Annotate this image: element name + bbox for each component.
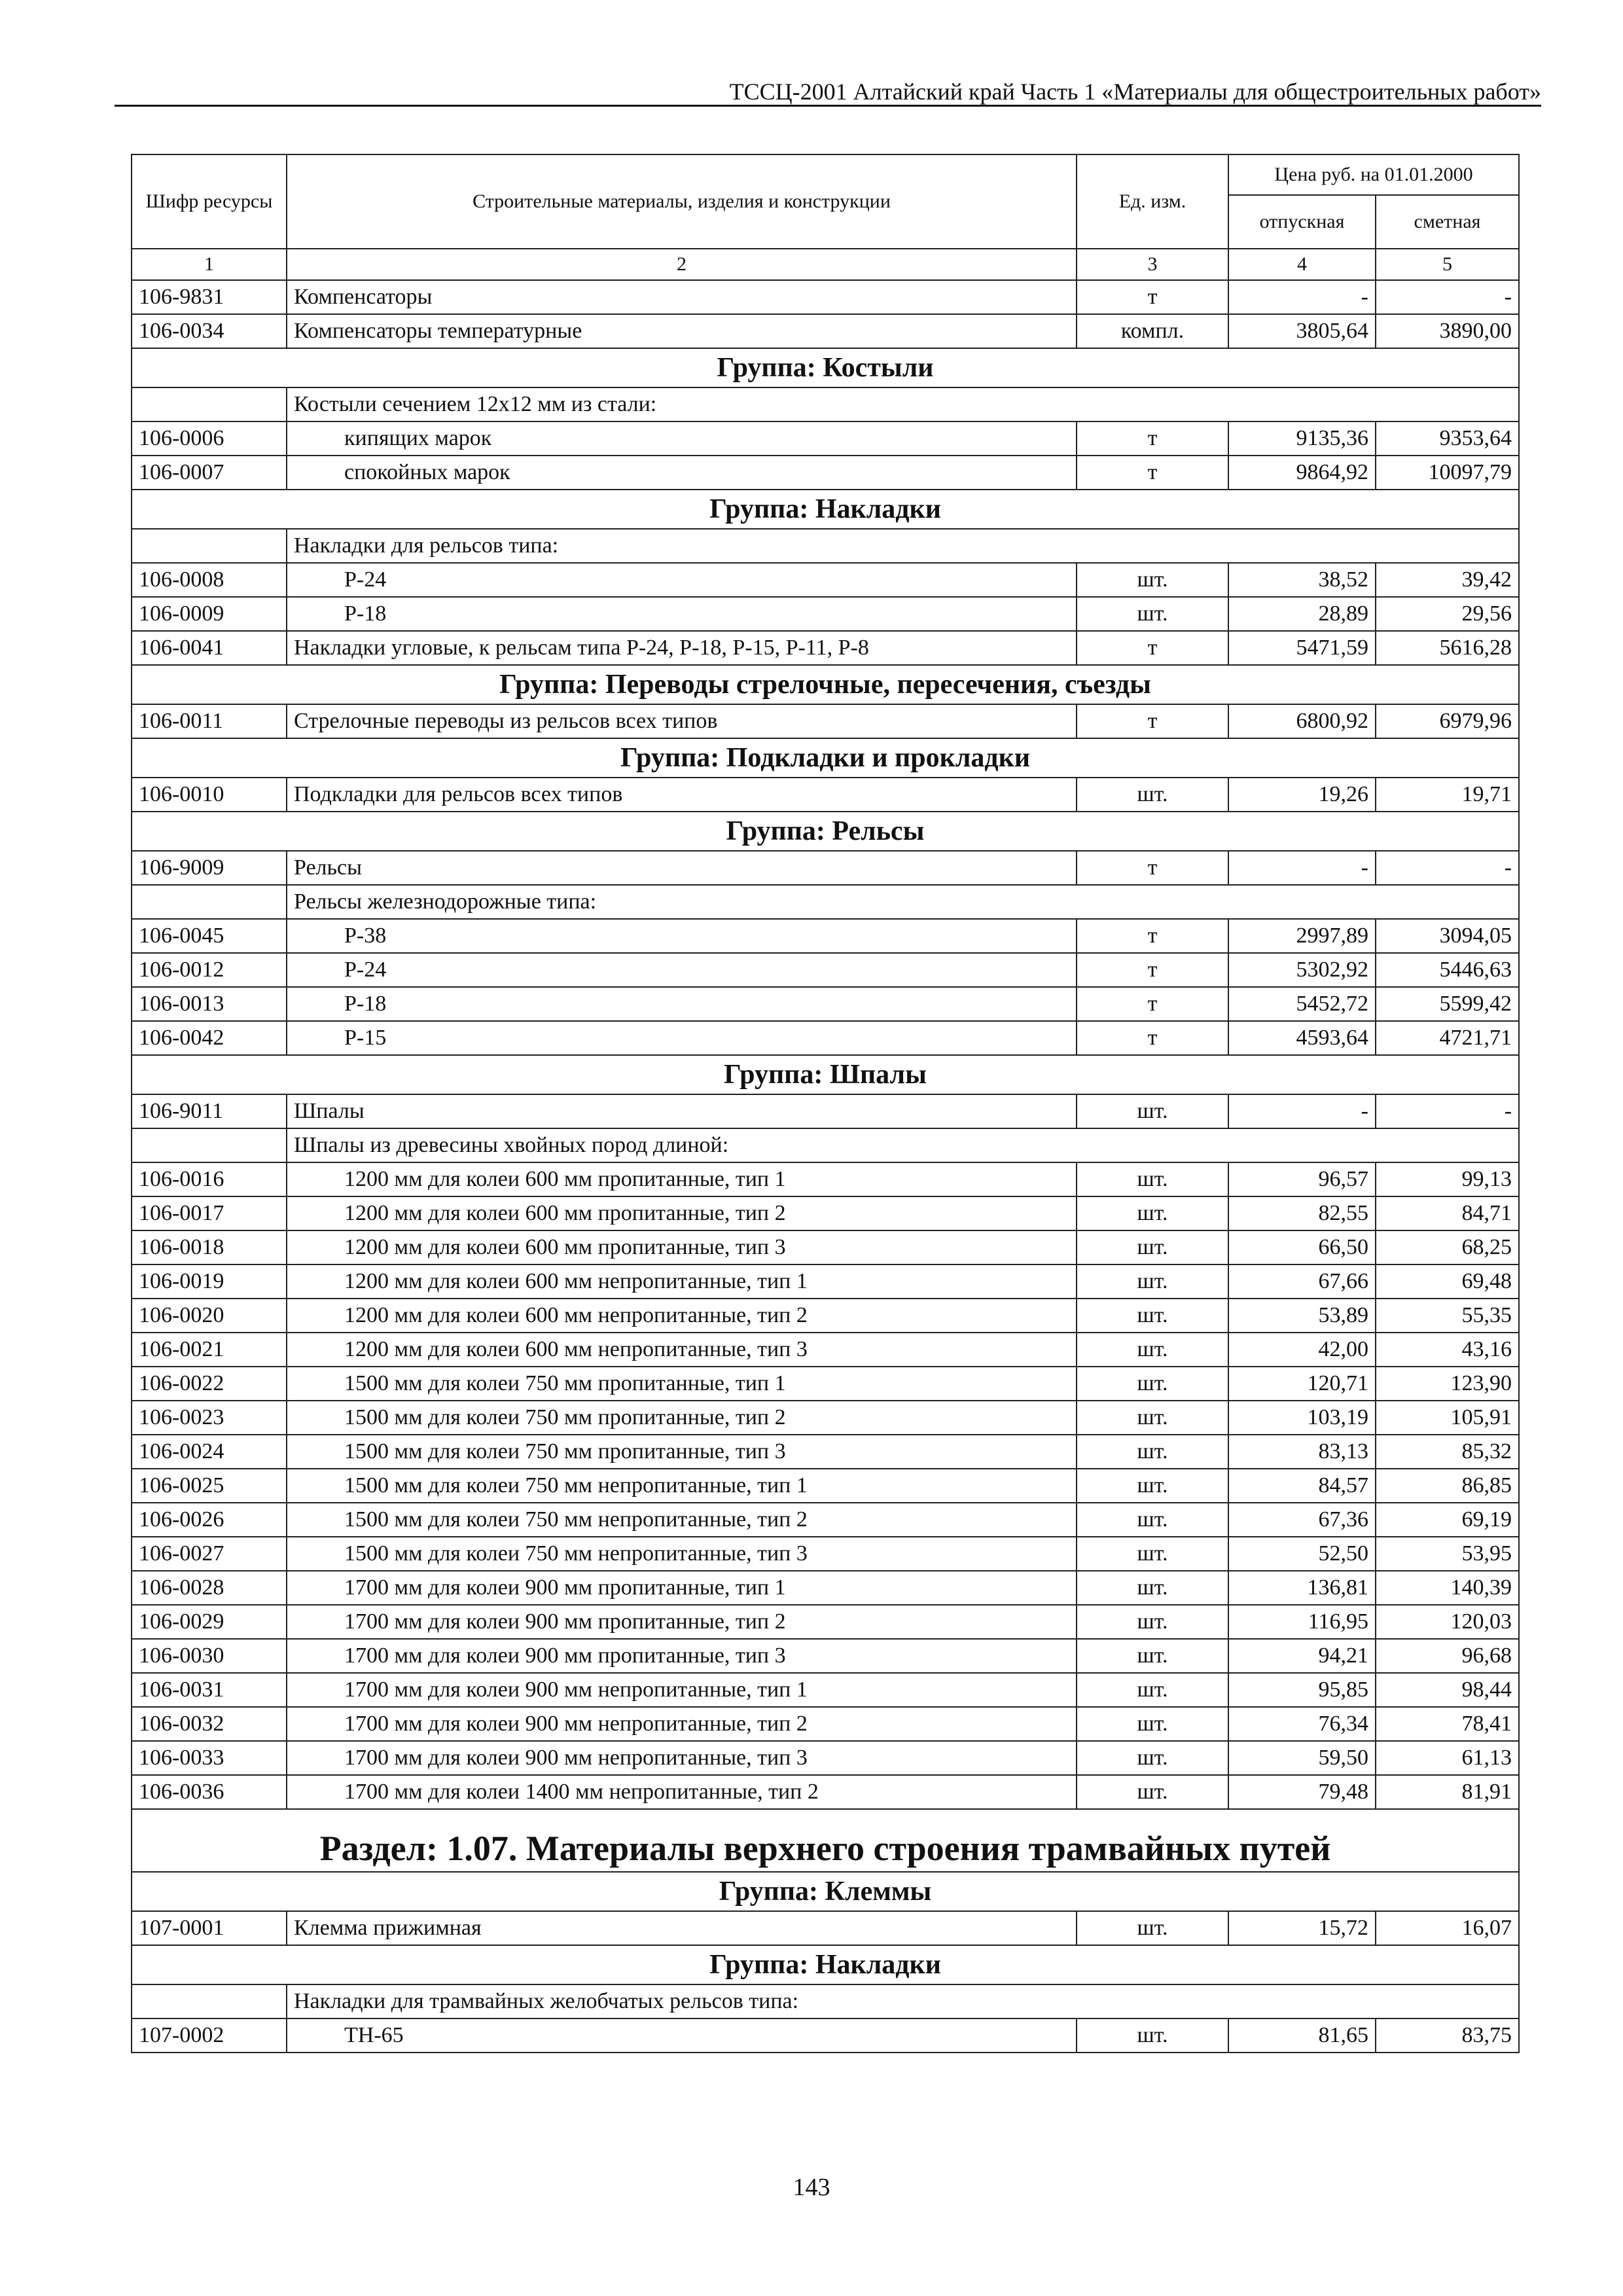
table-row: [132, 597, 1519, 631]
price-estimate: 5446,63: [1376, 953, 1519, 987]
subtitle-row: [132, 1984, 1519, 2018]
page-number: 143: [793, 2174, 830, 2201]
table-row: [132, 1571, 1519, 1605]
subtitle-row: [132, 885, 1519, 919]
table-row: [132, 1367, 1519, 1401]
price-estimate: 3094,05: [1376, 919, 1519, 953]
table-row: [132, 1196, 1519, 1230]
material-name: Компенсаторы температурные: [287, 314, 1077, 348]
material-name: Клемма прижимная: [287, 1911, 1077, 1945]
material-name: Р-24: [287, 953, 1077, 987]
price-wholesale: -: [1228, 1094, 1376, 1128]
subtitle-row: [132, 1128, 1519, 1162]
subtitle-text: Накладки для трамвайных желобчатых рельсов типа:: [287, 1984, 1519, 2018]
material-name: 1200 мм для колеи 600 мм пропитанные, тип 3: [287, 1230, 1077, 1265]
group-heading: Группа: Клеммы: [132, 1872, 1519, 1911]
material-name: ТН-65: [287, 2018, 1077, 2053]
subtitle-text: Рельсы железнодорожные типа:: [287, 885, 1519, 919]
price-estimate: 96,68: [1376, 1639, 1519, 1673]
resource-code: 106-0020: [132, 1299, 287, 1333]
unit-of-measure: т: [1077, 953, 1228, 987]
table-row: [132, 919, 1519, 953]
unit-of-measure: т: [1077, 422, 1228, 456]
price-estimate: 39,42: [1376, 563, 1519, 597]
price-estimate: 105,91: [1376, 1401, 1519, 1435]
price-wholesale: 42,00: [1228, 1333, 1376, 1367]
group-heading: Группа: Рельсы: [132, 812, 1519, 851]
material-name: 1700 мм для колеи 1400 мм непропитанные, тип 2: [287, 1775, 1077, 1809]
subtitle-code-cell: [132, 529, 287, 563]
resource-code: 106-0036: [132, 1775, 287, 1809]
group-heading: Группа: Шпалы: [132, 1055, 1519, 1094]
price-wholesale: 2997,89: [1228, 919, 1376, 953]
material-name: 1700 мм для колеи 900 мм пропитанные, тип 2: [287, 1605, 1077, 1639]
price-estimate: 5616,28: [1376, 631, 1519, 665]
price-wholesale: 84,57: [1228, 1469, 1376, 1503]
subtitle-row: [132, 529, 1519, 563]
resource-code: 106-0034: [132, 314, 287, 348]
material-name: 1200 мм для колеи 600 мм пропитанные, тип 2: [287, 1196, 1077, 1230]
resource-code: 106-9831: [132, 280, 287, 314]
price-estimate: 6979,96: [1376, 704, 1519, 738]
resource-code: 106-0026: [132, 1503, 287, 1537]
material-name: 1700 мм для колеи 900 мм непропитанные, тип 1: [287, 1673, 1077, 1707]
running-header: ТССЦ-2001 Алтайский край Часть 1 «Материалы для общестроительных работ»: [729, 79, 1541, 105]
col-number: 1: [132, 249, 287, 280]
resource-code: 106-0042: [132, 1021, 287, 1055]
table-row: [132, 1605, 1519, 1639]
unit-of-measure: шт.: [1077, 1401, 1228, 1435]
table-row: [132, 1333, 1519, 1367]
group-heading-row: [132, 348, 1519, 387]
price-estimate: 10097,79: [1376, 456, 1519, 490]
price-estimate: 69,48: [1376, 1265, 1519, 1299]
table-row: [132, 1639, 1519, 1673]
group-heading: Группа: Костыли: [132, 348, 1519, 387]
unit-of-measure: т: [1077, 851, 1228, 885]
price-wholesale: 5471,59: [1228, 631, 1376, 665]
unit-of-measure: шт.: [1077, 1435, 1228, 1469]
resource-code: 106-0006: [132, 422, 287, 456]
resource-code: 106-0032: [132, 1707, 287, 1741]
unit-of-measure: т: [1077, 704, 1228, 738]
table-row: [132, 1911, 1519, 1945]
col-number: 4: [1228, 249, 1376, 280]
material-name: Стрелочные переводы из рельсов всех типов: [287, 704, 1077, 738]
material-name: 1200 мм для колеи 600 мм непропитанные, тип 1: [287, 1265, 1077, 1299]
price-wholesale: -: [1228, 851, 1376, 885]
price-wholesale: 38,52: [1228, 563, 1376, 597]
price-estimate: -: [1376, 1094, 1519, 1128]
material-name: Р-18: [287, 597, 1077, 631]
group-heading-row: [132, 1945, 1519, 1984]
price-wholesale: 4593,64: [1228, 1021, 1376, 1055]
group-heading: Группа: Переводы стрелочные, пересечения, съезды: [132, 665, 1519, 704]
unit-of-measure: шт.: [1077, 1333, 1228, 1367]
col-header-unit: Ед. изм.: [1077, 154, 1228, 249]
table-row: [132, 1741, 1519, 1775]
price-wholesale: 5302,92: [1228, 953, 1376, 987]
price-estimate: 16,07: [1376, 1911, 1519, 1945]
price-wholesale: 28,89: [1228, 597, 1376, 631]
unit-of-measure: шт.: [1077, 563, 1228, 597]
col-header-name: Строительные материалы, изделия и конструкции: [287, 154, 1077, 249]
resource-code: 106-0012: [132, 953, 287, 987]
material-name: спокойных марок: [287, 456, 1077, 490]
material-name: 1700 мм для колеи 900 мм пропитанные, тип 1: [287, 1571, 1077, 1605]
resource-code: 106-0025: [132, 1469, 287, 1503]
unit-of-measure: шт.: [1077, 1196, 1228, 1230]
price-estimate: 99,13: [1376, 1162, 1519, 1196]
price-wholesale: 136,81: [1228, 1571, 1376, 1605]
price-estimate: 43,16: [1376, 1333, 1519, 1367]
price-wholesale: 9135,36: [1228, 422, 1376, 456]
material-name: 1700 мм для колеи 900 мм непропитанные, тип 3: [287, 1741, 1077, 1775]
unit-of-measure: компл.: [1077, 314, 1228, 348]
unit-of-measure: шт.: [1077, 1911, 1228, 1945]
resource-code: 106-0030: [132, 1639, 287, 1673]
material-name: Р-15: [287, 1021, 1077, 1055]
price-estimate: 55,35: [1376, 1299, 1519, 1333]
price-wholesale: 120,71: [1228, 1367, 1376, 1401]
material-name: 1500 мм для колеи 750 мм непропитанные, тип 1: [287, 1469, 1077, 1503]
material-name: 1200 мм для колеи 600 мм непропитанные, тип 3: [287, 1333, 1077, 1367]
price-wholesale: 81,65: [1228, 2018, 1376, 2053]
material-name: 1700 мм для колеи 900 мм непропитанные, тип 2: [287, 1707, 1077, 1741]
price-estimate: 5599,42: [1376, 987, 1519, 1021]
material-name: 1500 мм для колеи 750 мм пропитанные, тип 1: [287, 1367, 1077, 1401]
subtitle-text: Накладки для рельсов типа:: [287, 529, 1519, 563]
price-wholesale: 116,95: [1228, 1605, 1376, 1639]
group-heading-row: [132, 1872, 1519, 1911]
table-row: [132, 422, 1519, 456]
price-estimate: 3890,00: [1376, 314, 1519, 348]
unit-of-measure: шт.: [1077, 2018, 1228, 2053]
unit-of-measure: шт.: [1077, 1775, 1228, 1809]
price-estimate: 4721,71: [1376, 1021, 1519, 1055]
price-wholesale: 94,21: [1228, 1639, 1376, 1673]
material-name: 1500 мм для колеи 750 мм непропитанные, тип 2: [287, 1503, 1077, 1537]
table-row: [132, 953, 1519, 987]
unit-of-measure: шт.: [1077, 1571, 1228, 1605]
resource-code: 106-0023: [132, 1401, 287, 1435]
price-estimate: 9353,64: [1376, 422, 1519, 456]
table-row: [132, 1021, 1519, 1055]
group-heading-row: [132, 490, 1519, 529]
resource-code: 106-0033: [132, 1741, 287, 1775]
unit-of-measure: шт.: [1077, 1639, 1228, 1673]
group-heading: Группа: Накладки: [132, 1945, 1519, 1984]
price-estimate: 19,71: [1376, 778, 1519, 812]
price-estimate: 85,32: [1376, 1435, 1519, 1469]
col-header-wholesale: отпускная: [1228, 195, 1376, 249]
subtitle-code-cell: [132, 387, 287, 422]
price-wholesale: 19,26: [1228, 778, 1376, 812]
table-row: [132, 1435, 1519, 1469]
material-name: Компенсаторы: [287, 280, 1077, 314]
price-wholesale: 79,48: [1228, 1775, 1376, 1809]
unit-of-measure: шт.: [1077, 1605, 1228, 1639]
resource-code: 106-0024: [132, 1435, 287, 1469]
unit-of-measure: шт.: [1077, 778, 1228, 812]
price-estimate: 61,13: [1376, 1741, 1519, 1775]
subtitle-code-cell: [132, 1984, 287, 2018]
col-header-price: Цена руб. на 01.01.2000: [1228, 154, 1519, 195]
resource-code: 106-9011: [132, 1094, 287, 1128]
unit-of-measure: шт.: [1077, 1162, 1228, 1196]
table-row: [132, 1162, 1519, 1196]
resource-code: 106-0017: [132, 1196, 287, 1230]
price-wholesale: 95,85: [1228, 1673, 1376, 1707]
price-estimate: 81,91: [1376, 1775, 1519, 1809]
header-rule: [115, 105, 1541, 107]
group-heading-row: [132, 812, 1519, 851]
resource-code: 106-0045: [132, 919, 287, 953]
unit-of-measure: т: [1077, 280, 1228, 314]
group-heading: Группа: Накладки: [132, 490, 1519, 529]
resource-code: 106-0018: [132, 1230, 287, 1265]
resource-code: 106-0028: [132, 1571, 287, 1605]
group-heading-row: [132, 1055, 1519, 1094]
price-wholesale: -: [1228, 280, 1376, 314]
price-estimate: 53,95: [1376, 1537, 1519, 1571]
price-estimate: 123,90: [1376, 1367, 1519, 1401]
price-estimate: 86,85: [1376, 1469, 1519, 1503]
unit-of-measure: т: [1077, 631, 1228, 665]
table-body: [132, 280, 1519, 2053]
unit-of-measure: шт.: [1077, 1707, 1228, 1741]
price-estimate: 140,39: [1376, 1571, 1519, 1605]
material-name: Р-24: [287, 563, 1077, 597]
unit-of-measure: шт.: [1077, 1469, 1228, 1503]
price-estimate: 98,44: [1376, 1673, 1519, 1707]
price-wholesale: 76,34: [1228, 1707, 1376, 1741]
resource-code: 106-0022: [132, 1367, 287, 1401]
table-row: [132, 314, 1519, 348]
price-wholesale: 67,36: [1228, 1503, 1376, 1537]
price-estimate: 120,03: [1376, 1605, 1519, 1639]
table-row: [132, 1299, 1519, 1333]
unit-of-measure: шт.: [1077, 1367, 1228, 1401]
material-name: Р-18: [287, 987, 1077, 1021]
col-header-estimate: сметная: [1376, 195, 1519, 249]
material-name: 1500 мм для колеи 750 мм непропитанные, тип 3: [287, 1537, 1077, 1571]
resource-code: 106-0008: [132, 563, 287, 597]
col-number: 5: [1376, 249, 1519, 280]
resource-code: 106-0027: [132, 1537, 287, 1571]
resource-code: 106-0016: [132, 1162, 287, 1196]
price-estimate: 78,41: [1376, 1707, 1519, 1741]
resource-code: 106-0013: [132, 987, 287, 1021]
group-heading-row: [132, 665, 1519, 704]
table-row: [132, 1673, 1519, 1707]
price-estimate: 29,56: [1376, 597, 1519, 631]
resource-code: 106-0010: [132, 778, 287, 812]
table-row: [132, 631, 1519, 665]
resource-code: 106-0009: [132, 597, 287, 631]
section-heading: Раздел: 1.07. Материалы верхнего строения трамвайных путей: [132, 1809, 1519, 1872]
unit-of-measure: шт.: [1077, 1094, 1228, 1128]
resource-code: 106-0011: [132, 704, 287, 738]
subtitle-code-cell: [132, 885, 287, 919]
price-wholesale: 3805,64: [1228, 314, 1376, 348]
unit-of-measure: шт.: [1077, 1741, 1228, 1775]
table-row: [132, 851, 1519, 885]
unit-of-measure: шт.: [1077, 1230, 1228, 1265]
unit-of-measure: шт.: [1077, 1265, 1228, 1299]
col-number: 2: [287, 249, 1077, 280]
table-row: [132, 1503, 1519, 1537]
price-wholesale: 9864,92: [1228, 456, 1376, 490]
group-heading: Группа: Подкладки и прокладки: [132, 738, 1519, 778]
price-wholesale: 83,13: [1228, 1435, 1376, 1469]
price-wholesale: 5452,72: [1228, 987, 1376, 1021]
table-row: [132, 2018, 1519, 2053]
table-row: [132, 1265, 1519, 1299]
table-row: [132, 280, 1519, 314]
unit-of-measure: шт.: [1077, 597, 1228, 631]
table-row: [132, 778, 1519, 812]
group-heading-row: [132, 738, 1519, 778]
material-name: Накладки угловые, к рельсам типа Р-24, Р-18, Р-15, Р-11, Р-8: [287, 631, 1077, 665]
price-wholesale: 15,72: [1228, 1911, 1376, 1945]
price-wholesale: 6800,92: [1228, 704, 1376, 738]
resource-code: 107-0002: [132, 2018, 287, 2053]
price-wholesale: 82,55: [1228, 1196, 1376, 1230]
resource-code: 106-0021: [132, 1333, 287, 1367]
table-row: [132, 456, 1519, 490]
price-estimate: 83,75: [1376, 2018, 1519, 2053]
price-estimate: 84,71: [1376, 1196, 1519, 1230]
unit-of-measure: т: [1077, 987, 1228, 1021]
table-row: [132, 1775, 1519, 1809]
resource-code: 106-0029: [132, 1605, 287, 1639]
table-row: [132, 1469, 1519, 1503]
col-number: 3: [1077, 249, 1228, 280]
material-name: 1200 мм для колеи 600 мм непропитанные, тип 2: [287, 1299, 1077, 1333]
unit-of-measure: шт.: [1077, 1503, 1228, 1537]
unit-of-measure: т: [1077, 1021, 1228, 1055]
col-header-code: Шифр ресурсы: [132, 154, 287, 249]
material-name: 1500 мм для колеи 750 мм пропитанные, тип 2: [287, 1401, 1077, 1435]
price-wholesale: 67,66: [1228, 1265, 1376, 1299]
price-estimate: -: [1376, 851, 1519, 885]
subtitle-text: Костыли сечением 12х12 мм из стали:: [287, 387, 1519, 422]
resource-code: 107-0001: [132, 1911, 287, 1945]
unit-of-measure: т: [1077, 456, 1228, 490]
unit-of-measure: т: [1077, 919, 1228, 953]
price-wholesale: 96,57: [1228, 1162, 1376, 1196]
subtitle-text: Шпалы из древесины хвойных пород длиной:: [287, 1128, 1519, 1162]
material-name: 1500 мм для колеи 750 мм пропитанные, тип 3: [287, 1435, 1077, 1469]
price-estimate: 69,19: [1376, 1503, 1519, 1537]
unit-of-measure: шт.: [1077, 1673, 1228, 1707]
price-wholesale: 52,50: [1228, 1537, 1376, 1571]
resource-code: 106-0007: [132, 456, 287, 490]
table-row: [132, 1094, 1519, 1128]
resource-code: 106-0041: [132, 631, 287, 665]
price-wholesale: 59,50: [1228, 1741, 1376, 1775]
material-name: кипящих марок: [287, 422, 1077, 456]
material-name: 1700 мм для колеи 900 мм пропитанные, тип 3: [287, 1639, 1077, 1673]
material-name: Р-38: [287, 919, 1077, 953]
unit-of-measure: шт.: [1077, 1299, 1228, 1333]
subtitle-row: [132, 387, 1519, 422]
resource-code: 106-9009: [132, 851, 287, 885]
material-name: 1200 мм для колеи 600 мм пропитанные, тип 1: [287, 1162, 1077, 1196]
price-estimate: -: [1376, 280, 1519, 314]
table-row: [132, 987, 1519, 1021]
price-estimate: 68,25: [1376, 1230, 1519, 1265]
resource-code: 106-0019: [132, 1265, 287, 1299]
price-wholesale: 66,50: [1228, 1230, 1376, 1265]
materials-table: [131, 154, 1520, 2053]
resource-code: 106-0031: [132, 1673, 287, 1707]
price-wholesale: 53,89: [1228, 1299, 1376, 1333]
material-name: Рельсы: [287, 851, 1077, 885]
material-name: Подкладки для рельсов всех типов: [287, 778, 1077, 812]
unit-of-measure: шт.: [1077, 1537, 1228, 1571]
material-name: Шпалы: [287, 1094, 1077, 1128]
subtitle-code-cell: [132, 1128, 287, 1162]
table-row: [132, 1537, 1519, 1571]
table-row: [132, 1707, 1519, 1741]
section-heading-row: [132, 1809, 1519, 1872]
table-row: [132, 563, 1519, 597]
table-row: [132, 1401, 1519, 1435]
table-row: [132, 704, 1519, 738]
table-row: [132, 1230, 1519, 1265]
price-wholesale: 103,19: [1228, 1401, 1376, 1435]
